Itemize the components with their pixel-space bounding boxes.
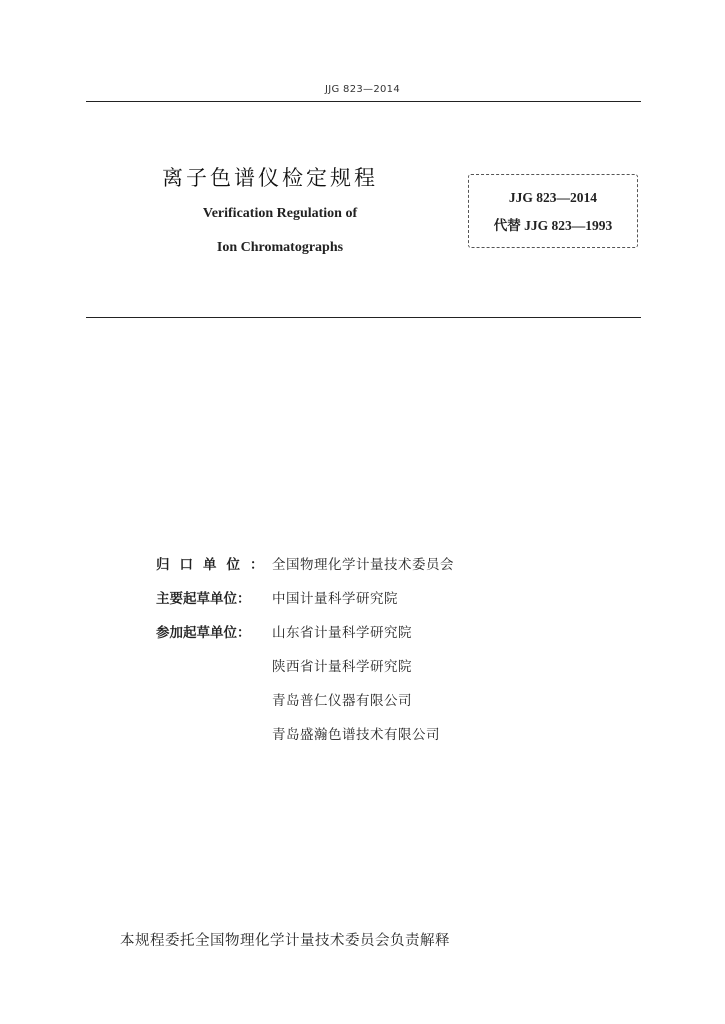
- participating-drafter-value: 青岛普仁仪器有限公司: [272, 693, 412, 709]
- interpretation-note: 本规程委托全国物理化学计量技术委员会负责解释: [120, 933, 450, 949]
- title-english-line-1: Verification Regulation of: [202, 206, 358, 221]
- title-english-line-2: Ion Chromatographs: [216, 240, 344, 255]
- standard-code: JJG 823—2014: [508, 190, 598, 205]
- title-chinese: 离子色谱仪检定规程: [162, 166, 378, 190]
- responsible-unit-value: 全国物理化学计量技术委员会: [272, 557, 454, 573]
- participating-drafter-value: 青岛盛瀚色谱技术有限公司: [272, 727, 440, 743]
- replaced-standard-code: 代替 JJG 823—1993: [493, 218, 613, 233]
- main-drafter-label: 主要起草单位：: [156, 591, 251, 607]
- standard-code-box: [468, 174, 638, 248]
- participating-drafter-value: 山东省计量科学研究院: [272, 625, 412, 641]
- participating-drafter-value: 陕西省计量科学研究院: [272, 659, 412, 675]
- top-rule: [86, 101, 641, 102]
- middle-rule: [86, 317, 641, 318]
- participating-drafter-label: 参加起草单位：: [156, 625, 251, 641]
- running-header-code: JJG 823—2014: [325, 84, 400, 95]
- responsible-unit-label: 归口单位：: [156, 557, 274, 573]
- main-drafter-value: 中国计量科学研究院: [272, 591, 398, 607]
